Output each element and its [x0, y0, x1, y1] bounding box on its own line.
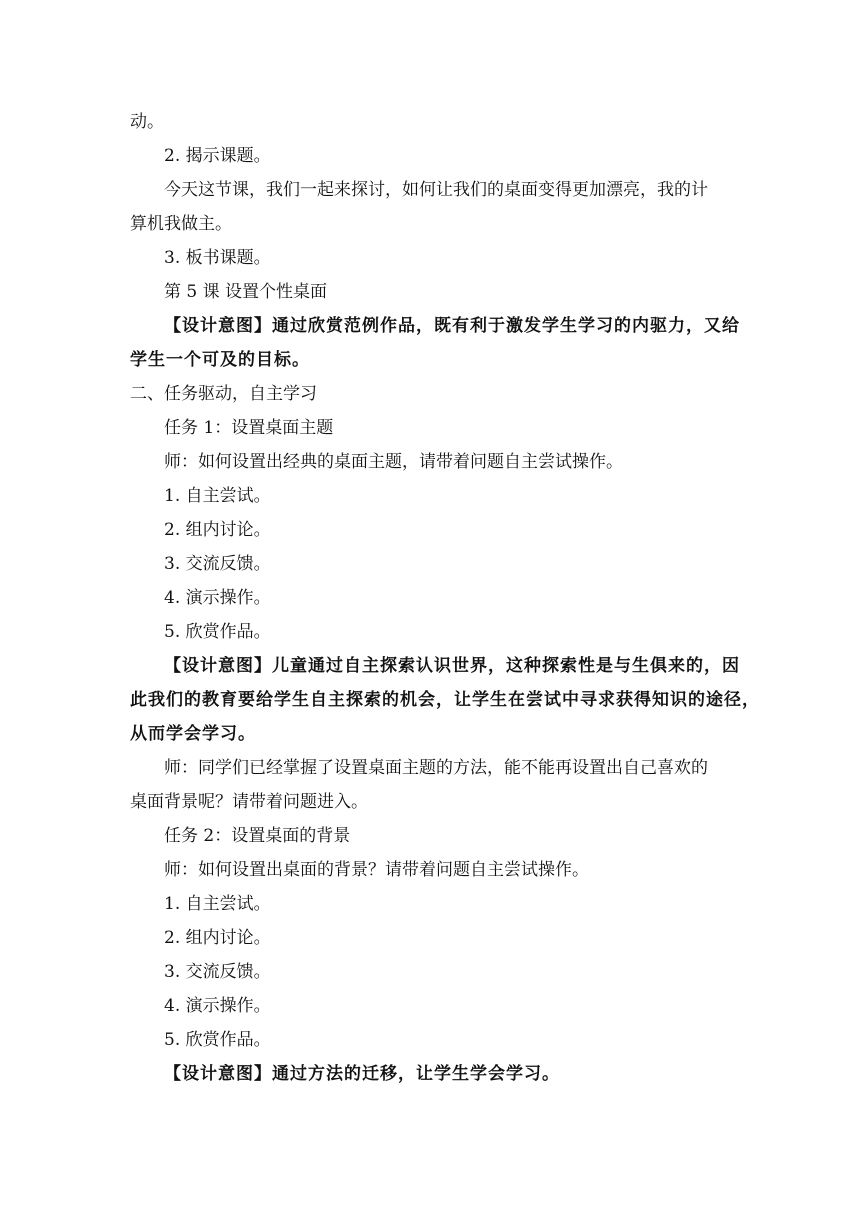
design-intent-line: 学生一个可及的目标。: [130, 350, 310, 370]
paragraph-line: 师：如何设置出桌面的背景？请带着问题自主尝试操作。: [164, 860, 589, 880]
design-intent-line: 【设计意图】通过方法的迁移，让学生学会学习。: [164, 1064, 560, 1084]
list-item: 4. 演示操作。: [164, 588, 271, 608]
list-item: 3. 交流反馈。: [164, 962, 271, 982]
paragraph-line: 算机我做主。: [130, 214, 232, 234]
list-item: 5. 欣赏作品。: [164, 622, 271, 642]
design-intent-line: 从而学会学习。: [130, 724, 256, 744]
paragraph-line: 桌面背景呢？请带着问题进入。: [130, 792, 368, 812]
list-item: 2. 揭示课题。: [164, 146, 271, 166]
paragraph-line: 今天这节课，我们一起来探讨，如何让我们的桌面变得更加漂亮，我的计: [164, 180, 708, 200]
task-heading: 任务 1：设置桌面主题: [164, 418, 334, 438]
list-item: 2. 组内讨论。: [164, 928, 271, 948]
design-intent-line: 此我们的教育要给学生自主探索的机会，让学生在尝试中寻求获得知识的途径，: [130, 690, 760, 710]
design-intent-line: 【设计意图】儿童通过自主探索认识世界，这种探索性是与生俱来的，因: [164, 656, 740, 676]
text-line: 动。: [130, 112, 164, 132]
list-item: 1. 自主尝试。: [164, 486, 271, 506]
list-item: 4. 演示操作。: [164, 996, 271, 1016]
lesson-title: 第 5 课 设置个性桌面: [164, 282, 328, 302]
paragraph-line: 师：如何设置出经典的桌面主题，请带着问题自主尝试操作。: [164, 452, 623, 472]
list-item: 2. 组内讨论。: [164, 520, 271, 540]
task-heading: 任务 2：设置桌面的背景: [164, 826, 351, 846]
list-item: 1. 自主尝试。: [164, 894, 271, 914]
paragraph-line: 师：同学们已经掌握了设置桌面主题的方法，能不能再设置出自己喜欢的: [164, 758, 708, 778]
section-heading: 二、任务驱动，自主学习: [130, 384, 317, 404]
list-item: 3. 交流反馈。: [164, 554, 271, 574]
design-intent-line: 【设计意图】通过欣赏范例作品，既有利于激发学生学习的内驱力，又给: [164, 316, 740, 336]
list-item: 3. 板书课题。: [164, 248, 271, 268]
list-item: 5. 欣赏作品。: [164, 1030, 271, 1050]
